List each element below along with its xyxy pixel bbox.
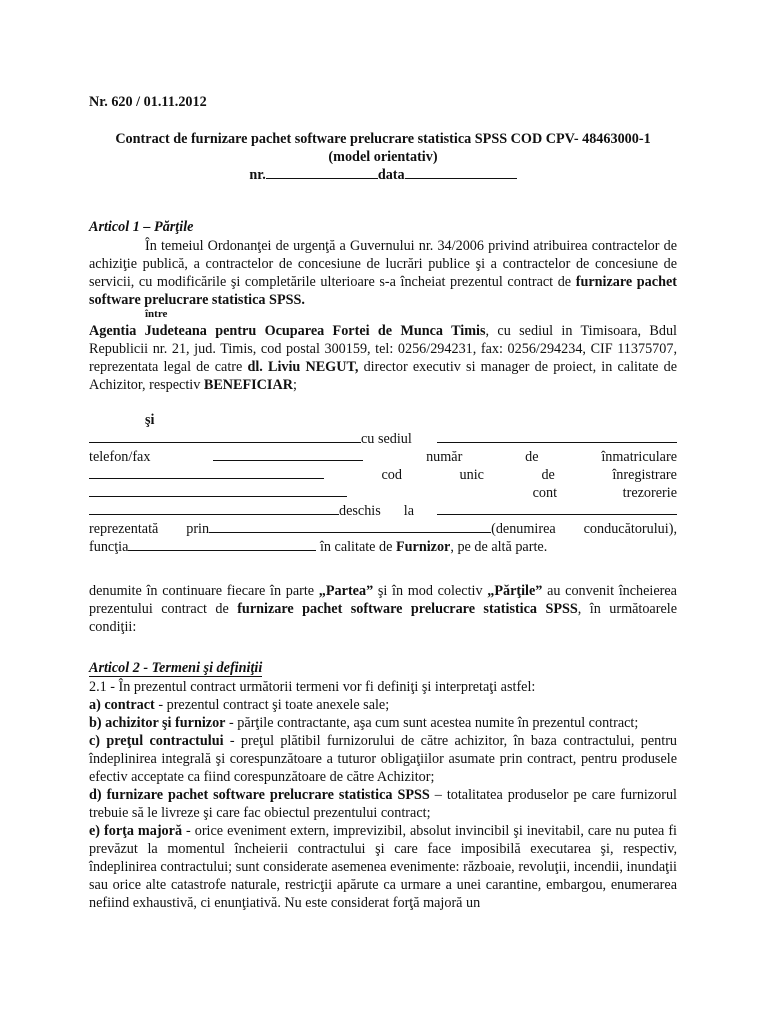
agency-name: Agentia Judeteana pentru Ocuparea Fortei de Munca Timis [89,323,486,339]
supplier-line1 [89,430,677,448]
definition-b: b) achizitor şi furnizor - părţile contractante, aşa cum sunt acestea numite în prezentul contract; [89,715,639,731]
article2-heading: Articol 2 - Termeni şi definiţii [89,660,263,676]
contract-nr-data-line [89,166,677,184]
unic-label: unic [459,467,484,483]
supplier-line6 [89,520,677,538]
data-blank [405,166,517,179]
telefon-blank [213,448,363,461]
denumirea-label: (denumirea [491,521,556,537]
contract-title-line2: (model orientativ) [328,149,438,165]
article1-intro-bold: furnizare pachet software prelucrare statistica SPSS. [89,274,677,308]
supplier-line2 [89,448,677,466]
numar-label: număr [426,449,463,465]
supplier-line3 [89,466,677,484]
functia-blank [128,538,316,551]
article1-intro-text: În temeiul Ordonanţei de urgenţă a Guvernului nr. 34/2006 privind atribuirea contractelor de achiziţie publică, a contractelor de concesiune de lucrări publice şi a contractelor de concesiune de servicii, cu modificările şi completările ulterioare s-a încheiat prezentul contract de [89,238,677,290]
contract-title [89,130,677,184]
cont-blank [89,502,339,515]
denumite-text-2: şi în mod colectiv [377,583,483,599]
de-label-2: de [541,467,555,483]
alta-parte-label: , pe de altă parte. [450,539,548,555]
sediul-blank [437,430,677,443]
article1-heading: Articol 1 – Părţile [89,219,194,235]
intre-label: între [145,308,168,320]
la-label: la [403,503,415,519]
definition-c: c) preţul contractului - preţul plătibil furnizorului de către achizitor, în baza contractului, pentru îndeplinirea integrală şi corespunzătoare a tuturor obligaţiilor asumate prin contract, pentru produsele efectiv acceptate ca fiind corespunzătoare de către Achizitor; [89,733,678,785]
supplier-line5 [89,502,677,520]
parties-paragraph [89,582,677,636]
denumite-text-1: denumite în continuare fiecare în parte [89,583,315,599]
definition-a: a) contract - prezentul contract şi toate anexele sale; [89,697,390,713]
supplier-line4 [89,484,677,502]
conducatorului-label: conducătorului), [583,521,677,537]
denumite-text-3: au convenit încheierea prezentului contract de [89,583,677,617]
agency-details: , cu sediul in Timisoara, Bdul Republicii nr. 21, jud. Timis, cod postal 300159, tel: 0256/294231, fax: 0256/294234, CIF 11375707, reprezentata legal de catre [89,323,678,375]
inregistrare-blank [89,484,347,497]
beneficiar-label: BENEFICIAR [203,377,293,393]
deschis-label: deschis [339,503,381,519]
in-calitate-label: în calitate de [319,539,393,555]
representative-role: director executiv si manager de proiect, in calitate de Achizitor, respectiv [89,359,678,393]
denumite-bold: furnizare pachet software prelucrare statistica SPSS [237,601,578,617]
article1-intro [89,237,677,309]
partea-term: „Partea” [318,583,374,599]
si-label: şi [145,412,155,428]
denumite-text-4: , în următoarele condiţii: [89,601,677,635]
cod-label: cod [381,467,402,483]
definition-2-1: 2.1 - În prezentul contract următorii termeni vor fi definiţi şi interpretaţi astfel: [89,679,536,695]
data-label: data [377,167,405,183]
contract-title-line1: Contract de furnizare pachet software prelucrare statistica SPSS COD CPV- 48463000-1 [115,131,651,147]
inmatriculare-blank [89,466,324,479]
trezorerie-label: trezorerie [622,485,677,501]
telefon-fax-label: telefon/fax [89,449,151,465]
cu-sediul-label: cu sediul [361,431,412,447]
conducator-blank [209,520,491,533]
banca-blank [437,502,677,515]
prin-label: prin [186,521,210,537]
inregistrare-label: înregistrare [612,467,677,483]
contract-number: Nr. 620 / 01.11.2012 [89,94,207,110]
definition-d: d) furnizare pachet software prelucrare statistica SPSS – totalitatea produselor pe care furnizorul trebuie să le livreze şi care fac obiectul prezentului contract; [89,787,678,821]
beneficiary-paragraph [89,322,677,394]
cont-label: cont [532,485,558,501]
definition-e: e) forţa majoră - orice eveniment extern, imprevizibil, absolut invincibil şi inevitabil, care nu putea fi prevăzut la momentul încheierii contractului şi care face imposibilă executarea şi, respectiv, îndeplinirea contractului; sunt considerate asemenea evenimente: războaie, revoluţii, incendii, inundaţii sau orice alte catastrofe naturale, restricţii apărute ca urmare a unei carantine, embargou, enumerarea nefiind exhaustivă, ci enunţiativă. Nu este considerat forţă majoră un [89,823,678,911]
reprezentata-label: reprezentată [89,521,159,537]
furnizor-label: Furnizor [395,539,451,555]
supplier-name-blank [89,430,361,443]
de-label: de [525,449,539,465]
nr-blank [266,166,378,179]
nr-label: nr. [249,167,266,183]
inmatriculare-label: înmatriculare [601,449,677,465]
representative-name: dl. Liviu NEGUT, [247,359,359,375]
article2-body [89,678,677,912]
supplier-line7 [89,538,547,556]
functia-label: funcţia [89,539,129,555]
beneficiar-end: ; [292,377,297,393]
partile-term: „Părţile” [487,583,543,599]
